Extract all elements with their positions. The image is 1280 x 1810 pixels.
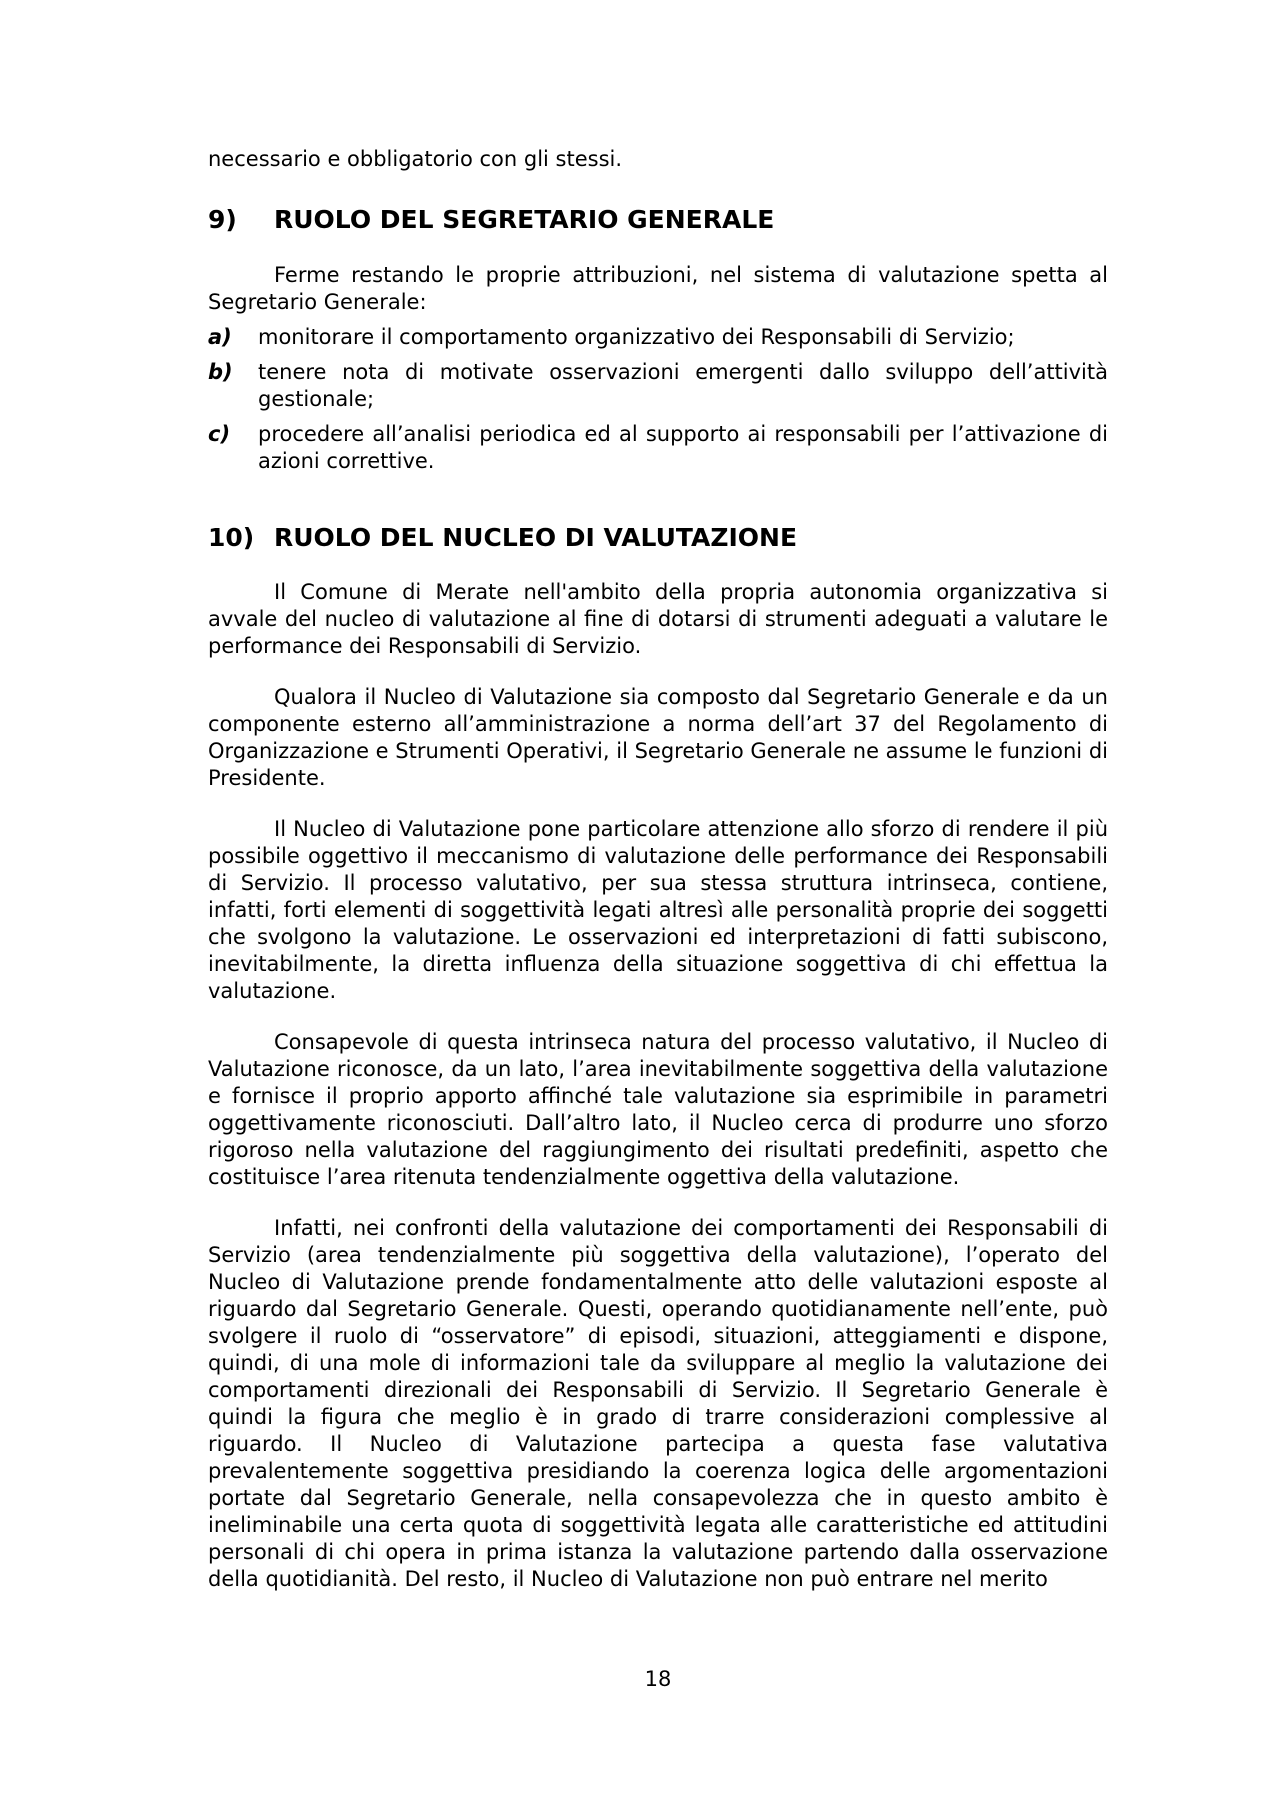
section-9-heading [208,205,1108,235]
continuation-paragraph: necessario e obbligatorio con gli stessi. [208,147,623,171]
section-10-paragraph-1: Il Comune di Merate nell'ambito della propria autonomia organizzativa si avvale del nucleo di valutazione al fine di dotarsi di strumenti adeguati a valutare le performance dei Responsabili di Servizio. [208,580,1108,658]
section-10-paragraph-5: Infatti, nei confronti della valutazione dei comportamenti dei Responsabili di Servizio (area tendenzialmente più soggettiva della valutazione), l’operato del Nucleo di Valutazione prende fondamentalmente atto delle valutazioni esposte al riguardo dal Segretario Generale. Questi, operando quotidianamente nell’ente, può svolgere il ruolo di “osservatore” di episodi, situazioni, atteggiamenti e dispone, quindi, di una mole di informazioni tale da sviluppare al meglio la valutazione dei comportamenti direzionali dei Responsabili di Servizio. Il Segretario Generale è quindi la figura che meglio è in grado di trarre considerazioni complessive al riguardo. Il Nucleo di Valutazione partecipa a questa fase valutativa prevalentemente soggettiva presidiando la coerenza logica delle argomentazioni portate dal Segretario Generale, nella consapevolezza che in questo ambito è ineliminabile una certa quota di soggettività legata alle caratteristiche ed attitudini personali di chi opera in prima istanza la valutazione partendo dalla osservazione della quotidianità. Del resto, il Nucleo di Valutazione non può entrare nel merito [208,1216,1108,1591]
list-item-c-text: procedere all’analisi periodica ed al supporto ai responsabili per l’attivazione di azioni correttive. [258,422,1108,473]
page-content [208,146,1108,1617]
list-item-a-marker: a) [208,325,232,349]
list-item-c-marker: c) [208,422,231,446]
list-item-c [208,421,1108,475]
section-10-number: 10) [208,523,255,552]
section-9-title: RUOLO DEL SEGRETARIO GENERALE [274,205,775,234]
list-item-b-marker: b) [208,360,233,384]
list-item-b [208,359,1108,413]
section-10-paragraph-2: Qualora il Nucleo di Valutazione sia composto dal Segretario Generale e da un componente esterno all’amministrazione a norma dell’art 37 del Regolamento di Organizzazione e Strumenti Operativi, il Segretario Generale ne assume le funzioni di Presidente. [208,685,1108,790]
section-10-paragraph-3: Il Nucleo di Valutazione pone particolare attenzione allo sforzo di rendere il più possibile oggettivo il meccanismo di valutazione delle performance dei Responsabili di Servizio. Il processo valutativo, per sua stessa struttura intrinseca, contiene, infatti, forti elementi di soggettività legati altresì alle personalità proprie dei soggetti che svolgono la valutazione. Le osservazioni ed interpretazioni di fatti subiscono, inevitabilmente, la diretta influenza della situazione soggettiva di chi effettua la valutazione. [208,817,1108,1003]
section-10-title: RUOLO DEL NUCLEO DI VALUTAZIONE [274,523,798,552]
page-number: 18 [644,1667,672,1691]
list-item-a [208,324,1108,351]
section-9-list [208,324,1108,475]
section-10-heading [208,523,1108,553]
section-9-number: 9) [208,205,237,234]
list-item-a-text: monitorare il comportamento organizzativo dei Responsabili di Servizio; [258,325,1015,349]
section-10-paragraph-4: Consapevole di questa intrinseca natura del processo valutativo, il Nucleo di Valutazione riconosce, da un lato, l’area inevitabilmente soggettiva della valutazione e fornisce il proprio apporto affinché tale valutazione sia esprimibile in parametri oggettivamente riconosciuti. Dall’altro lato, il Nucleo cerca di produrre uno sforzo rigoroso nella valutazione del raggiungimento dei risultati predefiniti, aspetto che costituisce l’area ritenuta tendenzialmente oggettiva della valutazione. [208,1030,1108,1189]
list-item-b-text: tenere nota di motivate osservazioni emergenti dallo sviluppo dell’attività gestionale; [258,360,1108,411]
section-9-intro-paragraph: Ferme restando le proprie attribuzioni, nel sistema di valutazione spetta al Segretario Generale: [208,263,1108,314]
